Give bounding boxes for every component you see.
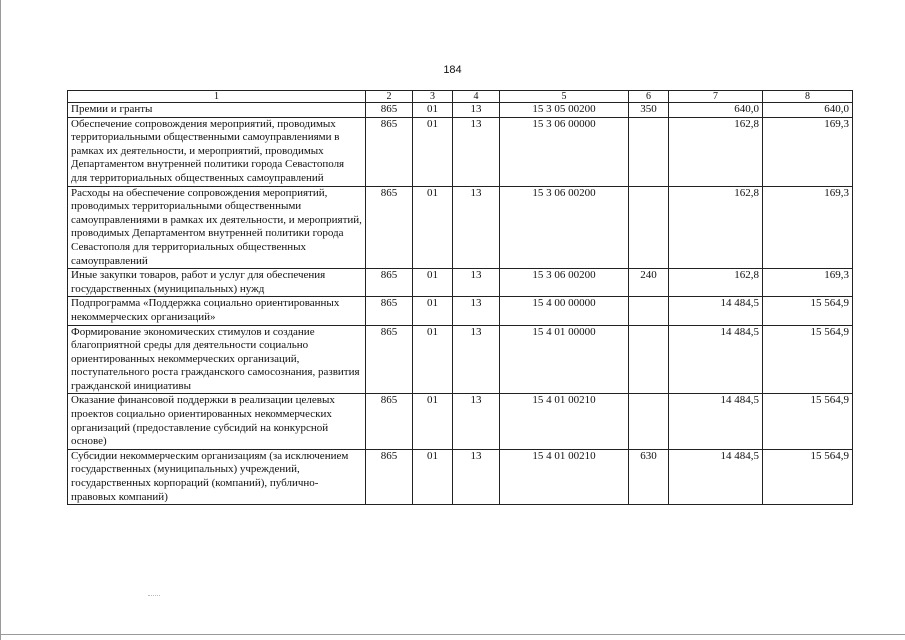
row-amount-8: 15 564,9 bbox=[763, 449, 853, 504]
row-code-6 bbox=[629, 186, 669, 269]
row-amount-8: 169,3 bbox=[763, 186, 853, 269]
row-code-4: 13 bbox=[453, 325, 500, 394]
row-amount-8: 15 564,9 bbox=[763, 394, 853, 449]
row-code-5: 15 4 00 00000 bbox=[500, 297, 629, 325]
row-name: Премии и гранты bbox=[68, 103, 366, 118]
row-name: Субсидии некоммерческим организациям (за исключением государственных (муниципальных) учреждений, государственных корпораций (компаний), публично-правовых компаний) bbox=[68, 449, 366, 504]
row-amount-7: 162,8 bbox=[669, 117, 763, 186]
row-code-4: 13 bbox=[453, 117, 500, 186]
row-code-5: 15 3 05 00200 bbox=[500, 103, 629, 118]
header-col-6: 6 bbox=[629, 91, 669, 103]
row-code-2: 865 bbox=[366, 103, 413, 118]
row-code-2: 865 bbox=[366, 325, 413, 394]
row-code-4: 13 bbox=[453, 269, 500, 297]
row-code-4: 13 bbox=[453, 103, 500, 118]
header-col-5: 5 bbox=[500, 91, 629, 103]
row-code-6: 630 bbox=[629, 449, 669, 504]
row-code-6 bbox=[629, 325, 669, 394]
row-name: Обеспечение сопровождения мероприятий, проводимых территориальными общественными самоуправлениями в рамках их деятельности, и мероприятий, проводимых Департаментом внутренней политики города Севастополя для территориальных общественных самоуправлений bbox=[68, 117, 366, 186]
table-row bbox=[68, 186, 853, 269]
row-amount-7: 640,0 bbox=[669, 103, 763, 118]
row-code-4: 13 bbox=[453, 297, 500, 325]
row-amount-8: 169,3 bbox=[763, 269, 853, 297]
budget-table bbox=[67, 90, 853, 505]
row-code-4: 13 bbox=[453, 394, 500, 449]
scan-bottom-edge bbox=[0, 634, 905, 635]
row-code-5: 15 3 06 00000 bbox=[500, 117, 629, 186]
table-row bbox=[68, 103, 853, 118]
row-amount-8: 169,3 bbox=[763, 117, 853, 186]
row-amount-7: 14 484,5 bbox=[669, 297, 763, 325]
row-code-2: 865 bbox=[366, 117, 413, 186]
row-code-3: 01 bbox=[413, 449, 453, 504]
table-row bbox=[68, 449, 853, 504]
header-col-8: 8 bbox=[763, 91, 853, 103]
row-amount-7: 14 484,5 bbox=[669, 394, 763, 449]
table-row bbox=[68, 117, 853, 186]
row-code-2: 865 bbox=[366, 186, 413, 269]
row-code-2: 865 bbox=[366, 449, 413, 504]
row-code-5: 15 3 06 00200 bbox=[500, 186, 629, 269]
scan-speck bbox=[148, 595, 160, 597]
row-code-6 bbox=[629, 117, 669, 186]
row-amount-7: 14 484,5 bbox=[669, 325, 763, 394]
table-row bbox=[68, 269, 853, 297]
row-code-6 bbox=[629, 297, 669, 325]
row-code-3: 01 bbox=[413, 325, 453, 394]
row-code-3: 01 bbox=[413, 297, 453, 325]
header-col-1: 1 bbox=[68, 91, 366, 103]
row-name: Подпрограмма «Поддержка социально ориентированных некоммерческих организаций» bbox=[68, 297, 366, 325]
row-code-2: 865 bbox=[366, 394, 413, 449]
scan-left-edge bbox=[0, 0, 1, 640]
header-col-4: 4 bbox=[453, 91, 500, 103]
table-row bbox=[68, 394, 853, 449]
header-col-7: 7 bbox=[669, 91, 763, 103]
row-amount-8: 15 564,9 bbox=[763, 297, 853, 325]
page-number: 184 bbox=[443, 64, 462, 76]
row-code-6 bbox=[629, 394, 669, 449]
row-code-5: 15 4 01 00210 bbox=[500, 449, 629, 504]
row-code-3: 01 bbox=[413, 103, 453, 118]
table-row bbox=[68, 325, 853, 394]
row-amount-8: 640,0 bbox=[763, 103, 853, 118]
row-code-4: 13 bbox=[453, 449, 500, 504]
row-code-3: 01 bbox=[413, 117, 453, 186]
row-code-4: 13 bbox=[453, 186, 500, 269]
row-code-3: 01 bbox=[413, 394, 453, 449]
header-col-3: 3 bbox=[413, 91, 453, 103]
row-code-5: 15 3 06 00200 bbox=[500, 269, 629, 297]
table-row bbox=[68, 297, 853, 325]
row-name: Формирование экономических стимулов и создание благоприятной среды для деятельности социально ориентированных некоммерческих организаций, поступательного роста гражданского самосознания, развития гражданской инициативы bbox=[68, 325, 366, 394]
header-col-2: 2 bbox=[366, 91, 413, 103]
row-name: Оказание финансовой поддержки в реализации целевых проектов социально ориентированных некоммерческих организаций (предоставление субсидий на конкурсной основе) bbox=[68, 394, 366, 449]
row-code-3: 01 bbox=[413, 269, 453, 297]
row-code-5: 15 4 01 00000 bbox=[500, 325, 629, 394]
row-amount-7: 14 484,5 bbox=[669, 449, 763, 504]
row-amount-7: 162,8 bbox=[669, 269, 763, 297]
row-amount-7: 162,8 bbox=[669, 186, 763, 269]
row-code-6: 350 bbox=[629, 103, 669, 118]
row-code-3: 01 bbox=[413, 186, 453, 269]
row-name: Иные закупки товаров, работ и услуг для обеспечения государственных (муниципальных) нужд bbox=[68, 269, 366, 297]
row-code-2: 865 bbox=[366, 269, 413, 297]
table-header-row bbox=[68, 91, 853, 103]
row-code-5: 15 4 01 00210 bbox=[500, 394, 629, 449]
row-amount-8: 15 564,9 bbox=[763, 325, 853, 394]
row-name: Расходы на обеспечение сопровождения мероприятий, проводимых территориальными общественными самоуправлениями в рамках их деятельности, и мероприятий, проводимых Департаментом внутренней политики города Севастополя для территориальных общественных самоуправлений bbox=[68, 186, 366, 269]
row-code-2: 865 bbox=[366, 297, 413, 325]
row-code-6: 240 bbox=[629, 269, 669, 297]
